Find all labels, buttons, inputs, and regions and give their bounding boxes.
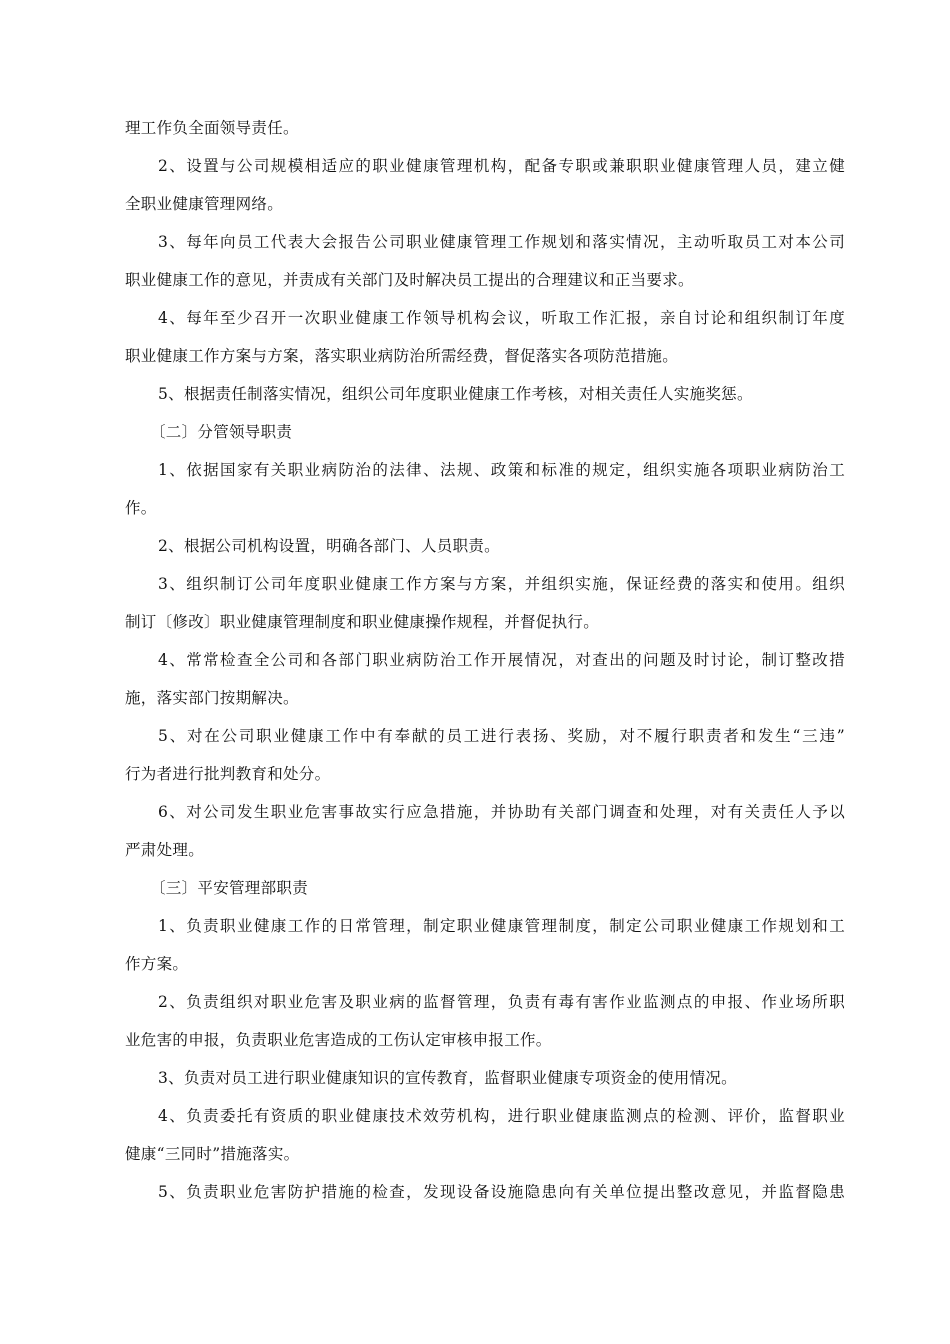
paragraph-line: 健康“三同时”措施落实。 [125,1145,300,1163]
section-heading: 〔二〕分管领导职责 [150,423,293,441]
paragraph-line: 制订〔修改〕职业健康管理制度和职业健康操作规程，并督促执行。 [125,613,600,631]
paragraph-line: 2、负责组织对职业危害及职业病的监督管理，负责有毒有害作业监测点的申报、作业场所职 [158,993,845,1011]
paragraph-line: 全职业健康管理网络。 [125,195,284,213]
paragraph-line: 施，落实部门按期解决。 [125,689,299,707]
paragraph-line: 3、每年向员工代表大会报告公司职业健康管理工作规划和落实情况，主动听取员工对本公司 [158,233,845,251]
paragraph-line: 职业健康工作的意见，并责成有关部门及时解决员工提出的合理建议和正当要求。 [125,271,694,289]
paragraph-line: 4、每年至少召开一次职业健康工作领导机构会议，听取工作汇报，亲自讨论和组织制订年度 [158,309,845,327]
paragraph-line: 作方案。 [125,955,189,973]
paragraph-line: 5、负责职业危害防护措施的检查，发现设备设施隐患向有关单位提出整改意见，并监督隐患 [158,1183,845,1201]
paragraph-line: 严肃处理。 [125,841,205,859]
paragraph-line: 行为者进行批判教育和处分。 [125,765,331,783]
paragraph-line: 4、常常检查全公司和各部门职业病防治工作开展情况，对查出的问题及时讨论，制订整改措 [158,651,845,669]
paragraph-line: 2、根据公司机构设置，明确各部门、人员职责。 [158,537,500,555]
paragraph-line: 职业健康工作方案与方案，落实职业病防治所需经费，督促落实各项防范措施。 [125,347,679,365]
section-heading: 〔三〕平安管理部职责 [150,879,309,897]
paragraph-line: 5、根据责任制落实情况，组织公司年度职业健康工作考核，对相关责任人实施奖惩。 [158,385,753,403]
paragraph-line: 4、负责委托有资质的职业健康技术效劳机构，进行职业健康监测点的检测、评价，监督职业 [158,1107,845,1125]
paragraph-line: 6、对公司发生职业危害事故实行应急措施，并协助有关部门调查和处理，对有关责任人予以 [158,803,845,821]
paragraph-line: 1、依据国家有关职业病防治的法律、法规、政策和标准的规定，组织实施各项职业病防治工 [158,461,845,479]
paragraph-line: 2、设置与公司规模相适应的职业健康管理机构，配备专职或兼职职业健康管理人员，建立健 [158,157,845,175]
paragraph-line: 理工作负全面领导责任。 [125,119,299,137]
paragraph-line: 作。 [125,499,157,517]
paragraph-line: 1、负责职业健康工作的日常管理，制定职业健康管理制度，制定公司职业健康工作规划和工 [158,917,845,935]
paragraph-line: 3、组织制订公司年度职业健康工作方案与方案，并组织实施，保证经费的落实和使用。组织 [158,575,845,593]
paragraph-line: 5、对在公司职业健康工作中有奉献的员工进行表扬、奖励，对不履行职责者和发生“三违” [158,727,845,745]
paragraph-line: 业危害的申报，负责职业危害造成的工伤认定审核申报工作。 [125,1031,552,1049]
paragraph-line: 3、负责对员工进行职业健康知识的宣传教育，监督职业健康专项资金的使用情况。 [158,1069,737,1087]
